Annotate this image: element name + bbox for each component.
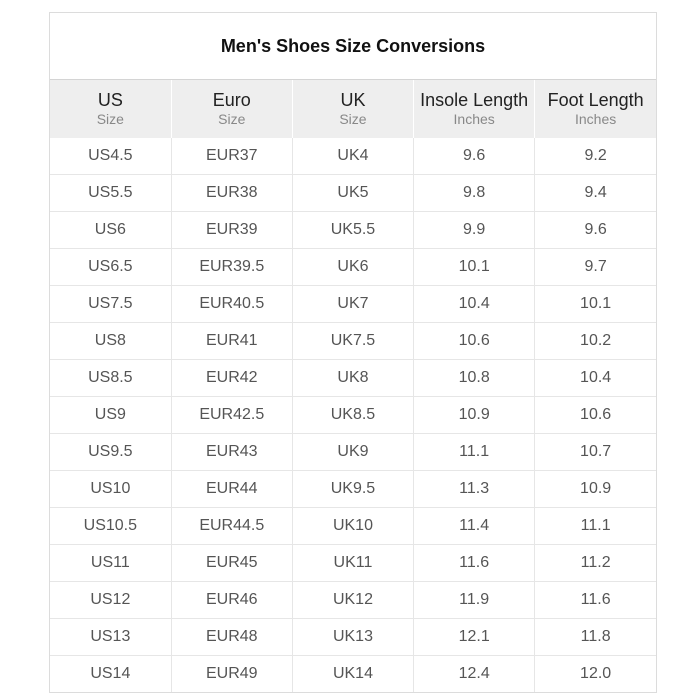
uk-size-cell: UK8 [292,360,413,397]
euro-size-cell: EUR42 [171,360,292,397]
foot-length-cell: 10.7 [535,434,656,471]
table-row [50,175,656,212]
insole-length-cell: 10.4 [414,286,535,323]
uk-size-cell: UK9 [292,434,413,471]
euro-size-cell: EUR41 [171,323,292,360]
euro-size-cell: EUR43 [171,434,292,471]
us-size-cell: US9 [50,397,171,434]
us-size-cell: US10 [50,471,171,508]
table-row [50,397,656,434]
header-uk-unit: Size [339,111,367,127]
us-size-cell: US4.5 [50,138,171,175]
euro-size-cell: EUR44.5 [171,508,292,545]
uk-size-cell: UK8.5 [292,397,413,434]
header-uk [292,80,413,138]
insole-length-cell: 10.9 [414,397,535,434]
us-size-cell: US6.5 [50,249,171,286]
us-size-cell: US8.5 [50,360,171,397]
uk-size-cell: UK6 [292,249,413,286]
uk-size-cell: UK11 [292,545,413,582]
table-row [50,323,656,360]
us-size-cell: US13 [50,619,171,656]
uk-size-cell: UK7.5 [292,323,413,360]
insole-length-cell: 11.3 [414,471,535,508]
foot-length-cell: 9.7 [535,249,656,286]
header-insole-length-label: Insole Length [420,90,529,110]
uk-size-cell: UK10 [292,508,413,545]
us-size-cell: US6 [50,212,171,249]
uk-size-cell: UK7 [292,286,413,323]
table-row [50,656,656,693]
header-us-unit: Size [96,111,124,127]
table-row [50,434,656,471]
us-size-cell: US7.5 [50,286,171,323]
insole-length-cell: 9.6 [414,138,535,175]
euro-size-cell: EUR39.5 [171,249,292,286]
table-row [50,249,656,286]
foot-length-cell: 10.4 [535,360,656,397]
chart-title: Men's Shoes Size Conversions [50,13,656,80]
table-row [50,471,656,508]
foot-length-cell: 10.9 [535,471,656,508]
table-row [50,138,656,175]
uk-size-cell: UK5.5 [292,212,413,249]
us-size-cell: US5.5 [50,175,171,212]
insole-length-cell: 10.8 [414,360,535,397]
header-insole-length-unit: Inches [453,111,495,127]
foot-length-cell: 11.6 [535,582,656,619]
euro-size-cell: EUR48 [171,619,292,656]
insole-length-cell: 9.8 [414,175,535,212]
table-row [50,212,656,249]
euro-size-cell: EUR44 [171,471,292,508]
header-euro-label: Euro [212,90,251,110]
foot-length-cell: 9.6 [535,212,656,249]
insole-length-cell: 11.4 [414,508,535,545]
foot-length-cell: 12.0 [535,656,656,693]
euro-size-cell: EUR39 [171,212,292,249]
euro-size-cell: EUR45 [171,545,292,582]
euro-size-cell: EUR46 [171,582,292,619]
foot-length-cell: 10.1 [535,286,656,323]
table-body [50,138,656,692]
header-foot-length-unit: Inches [575,111,617,127]
header-us [50,80,171,138]
insole-length-cell: 9.9 [414,212,535,249]
insole-length-cell: 11.6 [414,545,535,582]
uk-size-cell: UK4 [292,138,413,175]
header-insole-length [414,80,535,138]
us-size-cell: US12 [50,582,171,619]
table-row [50,286,656,323]
header-row [50,80,656,138]
table-row [50,582,656,619]
uk-size-cell: UK14 [292,656,413,693]
header-us-label: US [97,90,123,110]
insole-length-cell: 11.9 [414,582,535,619]
us-size-cell: US10.5 [50,508,171,545]
insole-length-cell: 12.1 [414,619,535,656]
insole-length-cell: 12.4 [414,656,535,693]
table-row [50,360,656,397]
uk-size-cell: UK5 [292,175,413,212]
table-row [50,545,656,582]
header-uk-label: UK [340,90,366,110]
foot-length-cell: 10.6 [535,397,656,434]
uk-size-cell: UK12 [292,582,413,619]
header-euro-unit: Size [218,111,246,127]
us-size-cell: US11 [50,545,171,582]
uk-size-cell: UK13 [292,619,413,656]
foot-length-cell: 9.4 [535,175,656,212]
insole-length-cell: 10.6 [414,323,535,360]
size-table [50,80,656,692]
euro-size-cell: EUR38 [171,175,292,212]
uk-size-cell: UK9.5 [292,471,413,508]
euro-size-cell: EUR42.5 [171,397,292,434]
insole-length-cell: 10.1 [414,249,535,286]
euro-size-cell: EUR37 [171,138,292,175]
foot-length-cell: 9.2 [584,147,607,164]
table-row [50,619,656,656]
foot-length-cell: 10.2 [535,323,656,360]
size-conversion-chart [49,12,657,693]
euro-size-cell: EUR40.5 [171,286,292,323]
euro-size-cell: EUR49 [171,656,292,693]
insole-length-cell: 11.1 [414,434,535,471]
table-row [50,508,656,545]
header-foot-length-label: Foot Length [547,90,644,110]
foot-length-cell: 11.2 [535,545,656,582]
us-size-cell: US14 [50,656,171,693]
foot-length-cell: 11.1 [535,508,656,545]
foot-length-cell: 11.8 [535,619,656,656]
table-header [50,80,656,138]
header-euro [171,80,292,138]
us-size-cell: US8 [50,323,171,360]
us-size-cell: US9.5 [50,434,171,471]
header-foot-length [535,80,656,138]
